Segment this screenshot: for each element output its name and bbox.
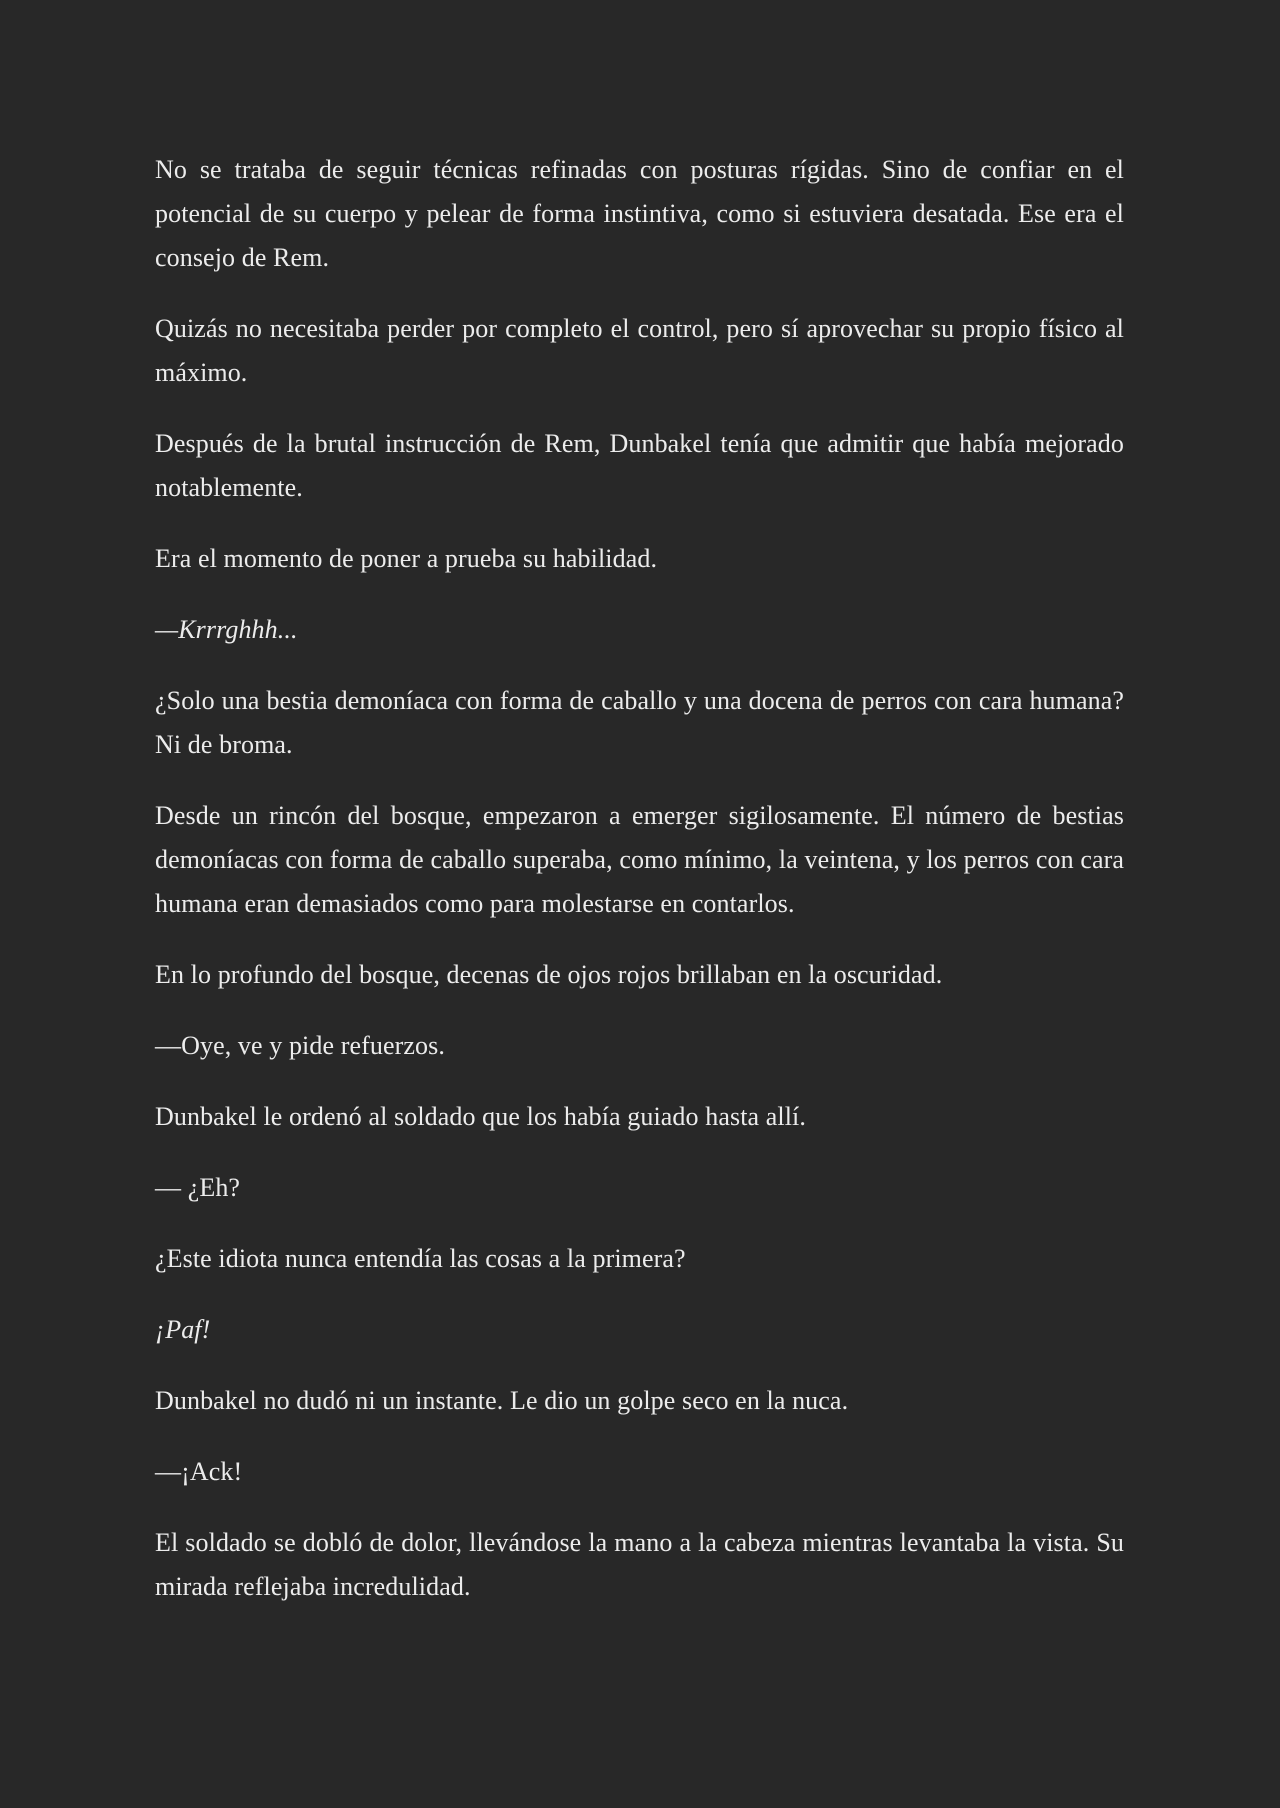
paragraph: Después de la brutal instrucción de Rem, Dunbakel tenía que admitir que había mejorado notablemente. xyxy=(155,429,1124,502)
paragraph: Quizás no necesitaba perder por completo el control, pero sí aprovechar su propio físico al máximo. xyxy=(155,314,1124,387)
paragraph: Dunbakel no dudó ni un instante. Le dio un golpe seco en la nuca. xyxy=(155,1386,849,1415)
paragraph: Desde un rincón del bosque, empezaron a emerger sigilosamente. El número de bestias demoníacas con forma de caballo superaba, como mínimo, la veintena, y los perros con cara humana eran demasiados como para molestarse en contarlos. xyxy=(155,801,1124,918)
paragraph: ¿Solo una bestia demoníaca con forma de caballo y una docena de perros con cara humana? Ni de broma. xyxy=(155,686,1124,759)
paragraph-dialogue: —Oye, ve y pide refuerzos. xyxy=(155,1031,445,1060)
paragraph: En lo profundo del bosque, decenas de ojos rojos brillaban en la oscuridad. xyxy=(155,960,943,989)
paragraph: Era el momento de poner a prueba su habilidad. xyxy=(155,544,658,573)
document-page xyxy=(155,148,1124,1636)
paragraph: El soldado se dobló de dolor, llevándose la mano a la cabeza mientras levantaba la vista. Su mirada reflejaba incredulidad. xyxy=(155,1528,1124,1601)
paragraph-italic-sound: ¡Paf! xyxy=(155,1315,211,1344)
paragraph: Dunbakel le ordenó al soldado que los había guiado hasta allí. xyxy=(155,1102,806,1131)
paragraph-dialogue: —¡Ack! xyxy=(155,1457,243,1486)
paragraph-dialogue: — ¿Eh? xyxy=(155,1173,241,1202)
paragraph: No se trataba de seguir técnicas refinadas con posturas rígidas. Sino de confiar en el potencial de su cuerpo y pelear de forma instintiva, como si estuviera desatada. Ese era el consejo de Rem. xyxy=(155,155,1124,272)
paragraph: ¿Este idiota nunca entendía las cosas a la primera? xyxy=(155,1244,686,1273)
paragraph-italic-sound: —Krrrghhh... xyxy=(155,615,298,644)
